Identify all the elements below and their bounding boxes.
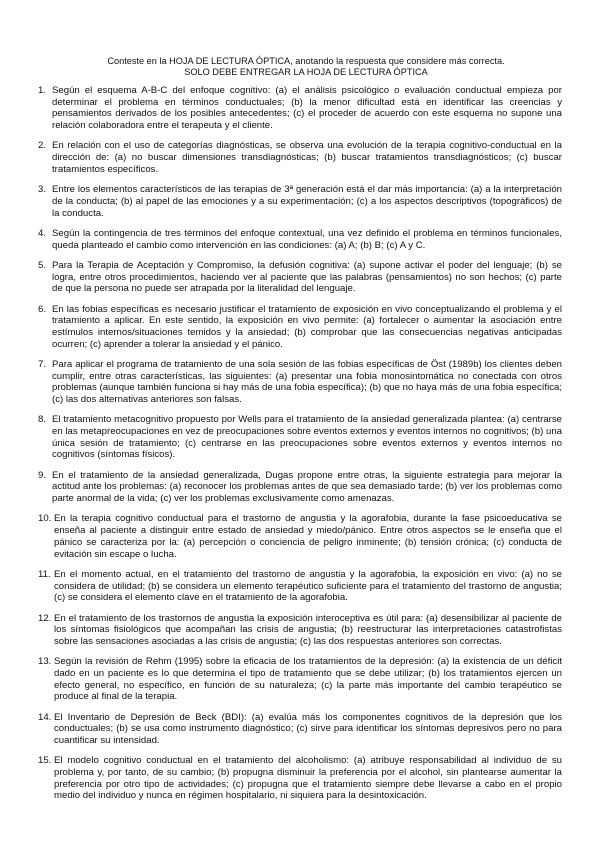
instructions-warning: SOLO DEBE ENTREGAR LA HOJA DE LECTURA ÓPTICA: [184, 67, 428, 77]
question-number: 1.: [38, 85, 47, 96]
question-3: [38, 184, 562, 219]
question-text: Según la revisión de Rehm (1995) sobre la eficacia de los tratamientos de la depresión: (a) la existencia de un déficit dado en un paciente es lo que determina el tipo de tratamiento que se debe utilizar; (b) los tratamientos ejercen un efecto general, no específico, en función de su naturaleza; (c) la parte más importante del cambio terapéutico se produce al final de la terapia.: [54, 656, 562, 703]
question-text: El Inventario de Depresión de Beck (BDI): (a) evalúa más los componentes cognitivos de la depresión que los conductuales; (b) se usa como instrumento diagnóstico; (c) sirve para identificar los síntomas depresivos pero no para cuantificar su intensidad.: [54, 711, 562, 747]
question-number: 2.: [38, 140, 47, 152]
question-7: [38, 359, 562, 406]
question-11: [38, 569, 562, 604]
question-text: El tratamiento metacognitivo propuesto por Wells para el tratamiento de la ansiedad generalizada plantea: (a) centrarse en las metapreocupaciones en vez de preocupaciones sobre eventos externos y eventos internos no cognitivos; (b) una única sesión de tratamiento; (c) centrarse en las preocupaciones sobre eventos externos y eventos internos no cognitivos (síntomas físicos).: [52, 414, 562, 461]
question-13: [38, 656, 562, 703]
question-number: 6.: [38, 303, 47, 315]
question-text: Entre los elementos característicos de las terapias de 3ª generación está el dar más importancia: (a) a la interpretación de la conducta; (b) al papel de las emociones y a su experimentación; (c) a los aspectos descriptivos (topográficos) de la conducta.: [52, 184, 562, 219]
question-text: Según el esquema A-B-C del enfoque cognitivo: (a) el análisis psicológico o evaluación conductual empieza por determinar el problema en términos conductuales; (b) la menor dificultad está en identificar las creencias y pensamientos derivados de los posibles antecedentes; (c) el proceder de acuerdo con este esquema no supone una relación colaboradora entre el terapeuta y el cliente.: [52, 85, 562, 132]
question-text: En la terapia cognitivo conductual para el trastorno de angustia y la agorafobia, durante la fase psicoeducativa se enseña al paciente a distinguir entre estado de ansiedad y miedo/pánico. Entre otros aspectos se le enseña que el pánico se caracteriza por la: (a) percepción o conciencia de peligro inminente; (b) tensión crónica; (c) conducta de evitación sin escape o lucha.: [54, 513, 562, 560]
question-4: [38, 228, 562, 251]
question-text: En el tratamiento de la ansiedad generalizada, Dugas propone entre otras, la siguiente estrategia para mejorar la actitud ante los problemas: (a) reconocer los problemas antes de que sea demasiado tarde; (b) ver los problemas como parte anormal de la vida; (c) ver los problemas exclusivamente como amenazas.: [52, 469, 562, 505]
question-9: [38, 470, 562, 505]
question-12: [38, 613, 562, 648]
question-text: Según la contingencia de tres términos del enfoque contextual, una vez definido el problema en términos funcionales, queda planteado el cambio como intervención en las condiciones: (a) A; (b) B; (c) A y C.: [52, 227, 562, 251]
question-number: 8.: [38, 414, 47, 426]
question-number: 11.: [38, 568, 51, 580]
question-text: Para aplicar el programa de tratamiento de una sola sesión de las fobias específicas de Öst (1989b) los clientes deben cumplir, entre otras características, las siguientes: (a) presentar una fobia monosintomática no conectada con otros problemas (aunque también funciona si hay más de una fobia específica); (b) que no haya más de una fobia específica; (c) las dos alternativas anteriores son falsas.: [52, 358, 562, 406]
question-number: 14.: [38, 711, 52, 723]
question-1: [38, 85, 562, 132]
question-text: En relación con el uso de categorías diagnósticas, se observa una evolución de la terapia cognitivo-conductual en la dirección de: (a) no buscar dimensiones transdiagnósticas; (b) buscar tratamientos transdiagnósticos; (c) buscar tratamientos específicos.: [52, 140, 562, 175]
question-number: 3.: [38, 184, 47, 196]
question-2: [38, 140, 562, 175]
question-number: 4.: [38, 227, 47, 239]
question-15: [38, 755, 562, 802]
question-10: [38, 513, 562, 560]
question-number: 15.: [38, 755, 52, 767]
question-number: 7.: [38, 358, 47, 370]
question-5: [38, 260, 562, 295]
question-8: [38, 414, 562, 461]
question-number: 12.: [38, 612, 52, 624]
question-number: 9.: [38, 469, 47, 481]
question-text: En el momento actual, en el tratamiento del trastorno de angustia y la agorafobia, la exposición en vivo: (a) no se considera de utilidad; (b) se considera un elemento terapéutico suficiente para el tratamiento del trastorno de angustia; (c) se considera el elemento clave en el tratamiento de la agorafobia.: [54, 568, 562, 604]
instructions-line: Conteste en la HOJA DE LECTURA ÓPTICA, anotando la respuesta que considere más correcta.: [107, 56, 505, 66]
question-number: 5.: [38, 259, 47, 271]
question-text: Para la Terapia de Aceptación y Compromiso, la defusión cognitiva: (a) supone activar el poder del lenguaje; (b) se logra, entre otros procedimientos, haciendo ver al paciente que las palabras (pensamientos) no son hechos; (c) parte de que la persona no puede ser atrapada por la literalidad del lenguaje.: [52, 259, 562, 295]
question-number: 13.: [38, 656, 52, 668]
instructions-header: [50, 56, 562, 78]
question-14: [38, 712, 562, 747]
question-number: 10.: [38, 513, 52, 525]
question-text: El modelo cognitivo conductual en el tratamiento del alcoholismo: (a) atribuye responsabilidad al individuo de su problema y, por tanto, de su cambio; (b) propugna disminuir la preferencia por el alcohol, sin plantearse aumentar la preferencia por otro tipo de actividades; (c) propugna que el tratamiento siempre debe llevarse a cabo en el propio medio del individuo y nunca en régimen hospitalario, ni siquiera para la desintoxicación.: [54, 755, 562, 802]
question-6: [38, 304, 562, 351]
question-text: En las fobias específicas es necesario justificar el tratamiento de exposición en vivo conceptualizando el problema y el tratamiento a aplicar. En este sentido, la exposición en vivo permite: (a) fortalecer o aumentar la asociación entre estímulos internos/situaciones temidos y la ansiedad; (b) comprobar que las consecuencias negativas anticipadas ocurren; (c) aprender a tolerar la ansiedad y el pánico.: [52, 303, 562, 350]
question-list: [38, 85, 562, 802]
question-text: En el tratamiento de los trastornos de angustia la exposición interoceptiva es útil para: (a) desensibilizar al paciente de los síntomas fisiológicos que acompañan las crisis de angustia; (b) reestructurar las interpretaciones catastrofistas sobre las sensaciones asociadas a las crisis de angustia; (c) las dos respuestas anteriores son correctas.: [54, 612, 562, 647]
